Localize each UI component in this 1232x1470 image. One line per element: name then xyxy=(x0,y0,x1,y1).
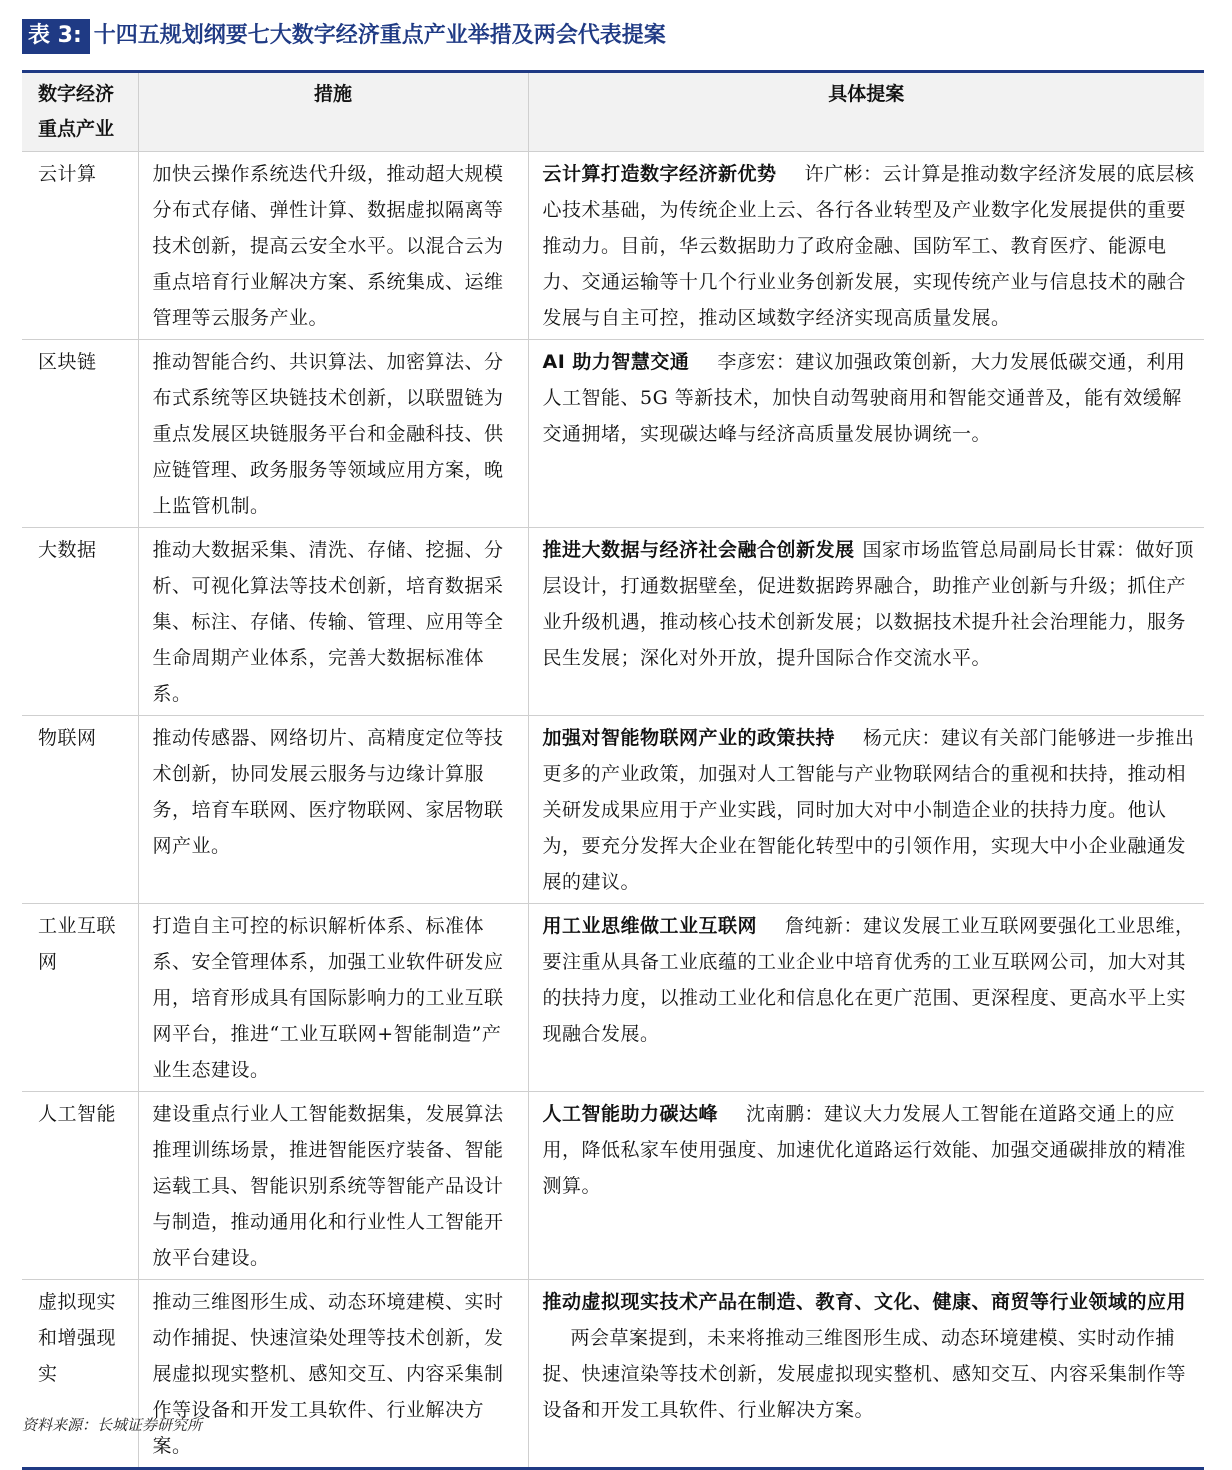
header-proposal: 具体提案 xyxy=(528,72,1204,152)
measures-cell: 加快云操作系统迭代升级，推动超大规模分布式存储、弹性计算、数据虚拟隔离等技术创新，提高云安全水平。以混合云为重点培育行业解决方案、系统集成、运维管理等云服务产业。 xyxy=(138,152,528,340)
proposal-cell xyxy=(528,528,1204,716)
industry-cell: 区块链 xyxy=(22,340,138,528)
industry-cell: 虚拟现实和增强现实 xyxy=(38,1291,117,1385)
proposal-text: 国家市场监管总局副局长甘霖：做好顶层设计，打通数据壁垒，促进数据跨界融合，助推产业创新与升级；抓住产业升级机遇，推动核心技术创新发展；以数据技术提升社会治理能力，服务民生发展；深化对外开放，提升国际合作交流水平。 xyxy=(542,539,1195,669)
proposal-cell xyxy=(528,904,1204,1092)
header-industry: 数字经济重点产业 xyxy=(22,72,138,152)
proposal-title: 云计算打造数字经济新优势 xyxy=(542,163,777,185)
proposal-text: 两会草案提到，未来将推动三维图形生成、动态环境建模、实时动作捕捉、快速渲染等技术创新，发展虚拟现实整机、感知交互、内容采集制作等设备和开发工具软件、行业解决方案。 xyxy=(542,1327,1187,1421)
proposal-title: 推进大数据与经济社会融合创新发展 xyxy=(542,539,855,561)
source-note: 资料来源：长城证券研究所 xyxy=(22,1416,203,1434)
table-row xyxy=(22,904,1204,1092)
table-row xyxy=(22,340,1204,528)
measures-cell: 建设重点行业人工智能数据集，发展算法推理训练场景，推进智能医疗装备、智能运载工具、智能识别系统等智能产品设计与制造，推动通用化和行业性人工智能开放平台建设。 xyxy=(138,1092,528,1280)
measures-cell: 推动智能合约、共识算法、加密算法、分布式系统等区块链技术创新，以联盟链为重点发展区块链服务平台和金融科技、供应链管理、政务服务等领域应用方案，晚上监管机制。 xyxy=(138,340,528,528)
proposal-cell xyxy=(528,1280,1204,1469)
table-row xyxy=(22,1092,1204,1280)
table-row xyxy=(22,528,1204,716)
proposal-cell xyxy=(528,340,1204,528)
proposal-title: AI 助力智慧交通 xyxy=(542,351,690,373)
proposal-text: 沈南鹏：建议大力发展人工智能在道路交通上的应用，降低私家车使用强度、加速优化道路运行效能、加强交通碳排放的精准测算。 xyxy=(542,1103,1187,1197)
measures-cell: 推动大数据采集、清洗、存储、挖掘、分析、可视化算法等技术创新，培育数据采集、标注、存储、传输、管理、应用等全生命周期产业体系，完善大数据标准体系。 xyxy=(138,528,528,716)
industry-table xyxy=(22,70,1204,1470)
proposal-title: 用工业思维做工业互联网 xyxy=(542,915,758,937)
table-title xyxy=(22,18,666,54)
proposal-text: 杨元庆：建议有关部门能够进一步推出更多的产业政策，加强对人工智能与产业物联网结合的重视和扶持，推动相关研发成果应用于产业实践，同时加大对中小制造企业的扶持力度。他认为，要充分发挥大企业在智能化转型中的引领作用，实现大中小企业融通发展的建议。 xyxy=(542,727,1195,893)
proposal-title: 人工智能助力碳达峰 xyxy=(542,1103,719,1125)
industry-cell: 工业互联网 xyxy=(22,904,138,1092)
table-header-row xyxy=(22,72,1204,152)
industry-cell: 物联网 xyxy=(22,716,138,904)
proposal-title: 加强对智能物联网产业的政策扶持 xyxy=(542,727,836,749)
industry-cell: 大数据 xyxy=(22,528,138,716)
measures-cell: 推动传感器、网络切片、高精度定位等技术创新，协同发展云服务与边缘计算服务，培育车联网、医疗物联网、家居物联网产业。 xyxy=(138,716,528,904)
proposal-text: 许广彬：云计算是推动数字经济发展的底层核心技术基础，为传统企业上云、各行各业转型及产业数字化发展提供的重要推动力。目前，华云数据助力了政府金融、国防军工、教育医疗、能源电力、交通运输等十几个行业业务创新发展，实现传统产业与信息技术的融合发展与自主可控，推动区域数字经济实现高质量发展。 xyxy=(542,163,1195,329)
industry-cell: 人工智能 xyxy=(22,1092,138,1280)
proposal-cell xyxy=(528,1092,1204,1280)
proposal-title: 推动虚拟现实技术产品在制造、教育、文化、健康、商贸等行业领域的应用 xyxy=(542,1291,1187,1313)
industry-cell: 云计算 xyxy=(22,152,138,340)
table-row xyxy=(22,716,1204,904)
table-title-text: 十四五规划纲要七大数字经济重点产业举措及两会代表提案 xyxy=(93,23,666,48)
table-number-badge: 表 3: xyxy=(22,19,90,54)
measures-cell: 推动三维图形生成、动态环境建模、实时动作捕捉、快速渲染处理等技术创新，发展虚拟现实整机、感知交互、内容采集制作等设备和开发工具软件、行业解决方案。 xyxy=(138,1280,528,1469)
measures-cell: 打造自主可控的标识解析体系、标准体系、安全管理体系，加强工业软件研发应用，培育形成具有国际影响力的工业互联网平台，推进“工业互联网+智能制造”产业生态建设。 xyxy=(138,904,528,1092)
table-row xyxy=(22,152,1204,340)
table-row xyxy=(22,1280,1204,1469)
proposal-cell xyxy=(528,716,1204,904)
proposal-text: 詹纯新：建议发展工业互联网要强化工业思维，要注重从具备工业底蕴的工业企业中培育优秀的工业互联网公司，加大对其的扶持力度，以推动工业化和信息化在更广范围、更深程度、更高水平上实现融合发展。 xyxy=(542,915,1195,1045)
header-measures: 措施 xyxy=(138,72,528,152)
proposal-text: 李彦宏：建议加强政策创新，大力发展低碳交通，利用人工智能、5G 等新技术，加快自动驾驶商用和智能交通普及，能有效缓解交通拥堵，实现碳达峰与经济高质量发展协调统一。 xyxy=(542,351,1186,445)
proposal-cell xyxy=(528,152,1204,340)
